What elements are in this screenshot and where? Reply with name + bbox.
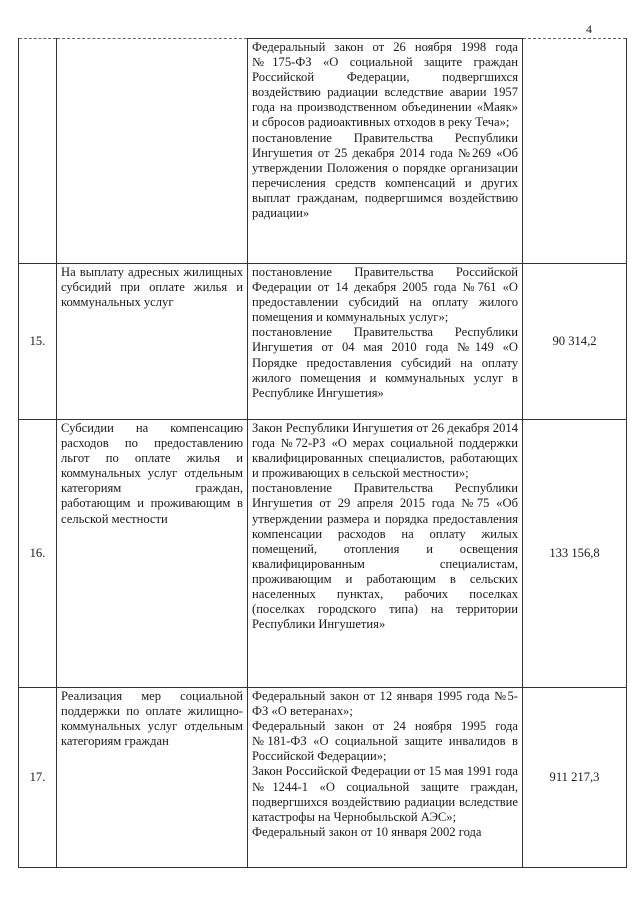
legal-basis-item: постановление Правительства Российской Федерации от 14 декабря 2005 года №761 «О предоставлении субсидий на оплату жилого помещения и коммунальных услуг»;	[252, 265, 518, 325]
table-row	[19, 39, 627, 264]
budget-table	[18, 38, 627, 868]
row-description-text: На выплату адресных жилищных субсидий при оплате жилья и коммунальных услуг	[61, 265, 243, 310]
row-number: 16.	[19, 420, 57, 688]
row-amount	[523, 39, 627, 264]
legal-basis-cell	[248, 39, 523, 264]
row-description	[57, 420, 248, 688]
page-number: 4	[586, 22, 592, 36]
legal-basis-item: постановление Правительства Республики Ингушетия от 25 декабря 2014 года №269 «Об утверждении Положения о порядке организации перечисления средств компенсаций и других выплат гражданам, подвергшимся воздействию радиации»	[252, 130, 518, 221]
legal-basis-item: постановление Правительства Республики Ингушетия от 29 апреля 2015 года №75 «Об утверждении размера и порядка предоставления компенсации расходов на оплату жилых помещений, отопления и освещения квалифицированным специалистам, проживающим и работающим в сельских населенных пунктах, рабочих поселках (поселках городского типа) на территории Республики Ингушетия»	[252, 481, 518, 632]
row-description	[57, 39, 248, 264]
row-description-text: Субсидии на компенсацию расходов по предоставлению льгот по оплате жилья и коммунальных услуг отдельным категориям граждан, работающим и проживающим в сельской местности	[61, 421, 243, 526]
row-amount: 911 217,3	[523, 688, 627, 868]
table-row	[19, 264, 627, 420]
legal-basis-item: Федеральный закон от 26 ноября 1998 года №175-ФЗ «О социальной защите граждан Российской Федерации, подвергшихся воздействию радиации вследствие аварии 1957 года на производственном объединении «Маяк» и сбросов радиоактивных отходов в реку Теча»;	[252, 40, 518, 130]
row-amount: 90 314,2	[523, 264, 627, 420]
legal-basis-cell	[248, 688, 523, 868]
table-row	[19, 688, 627, 868]
legal-basis-item: Федеральный закон от 12 января 1995 года №5-ФЗ «О ветеранах»;	[252, 689, 518, 719]
row-description	[57, 688, 248, 868]
legal-basis-item: постановление Правительства Республики Ингушетия от 04 мая 2010 года №149 «О Порядке предоставления субсидий на оплату жилого помещения и коммунальных услуг в Республике Ингушетия»	[252, 325, 518, 400]
row-amount: 133 156,8	[523, 420, 627, 688]
row-number: 17.	[19, 688, 57, 868]
table-row	[19, 420, 627, 688]
legal-basis-item: Закон Республики Ингушетия от 26 декабря 2014 года №72-РЗ «О мерах социальной поддержки квалифицированных специалистов, работающих и проживающих в сельской местности»;	[252, 421, 518, 481]
row-number	[19, 39, 57, 264]
row-description	[57, 264, 248, 420]
legal-basis-item: Закон Российской Федерации от 15 мая 1991 года №1244-1 «О социальной защите граждан, подвергшихся воздействию радиации вследствие катастрофы на Чернобыльской АЭС»;	[252, 764, 518, 824]
row-description-text: Реализация мер социальной поддержки по оплате жилищно-коммунальных услуг отдельным категориям граждан	[61, 689, 243, 749]
legal-basis-item: Федеральный закон от 10 января 2002 года	[252, 824, 482, 839]
legal-basis-cell	[248, 420, 523, 688]
legal-basis-cell	[248, 264, 523, 420]
legal-basis-item: Федеральный закон от 24 ноября 1995 года №181-ФЗ «О социальной защите инвалидов в Российской Федерации»;	[252, 719, 518, 764]
row-number: 15.	[19, 264, 57, 420]
